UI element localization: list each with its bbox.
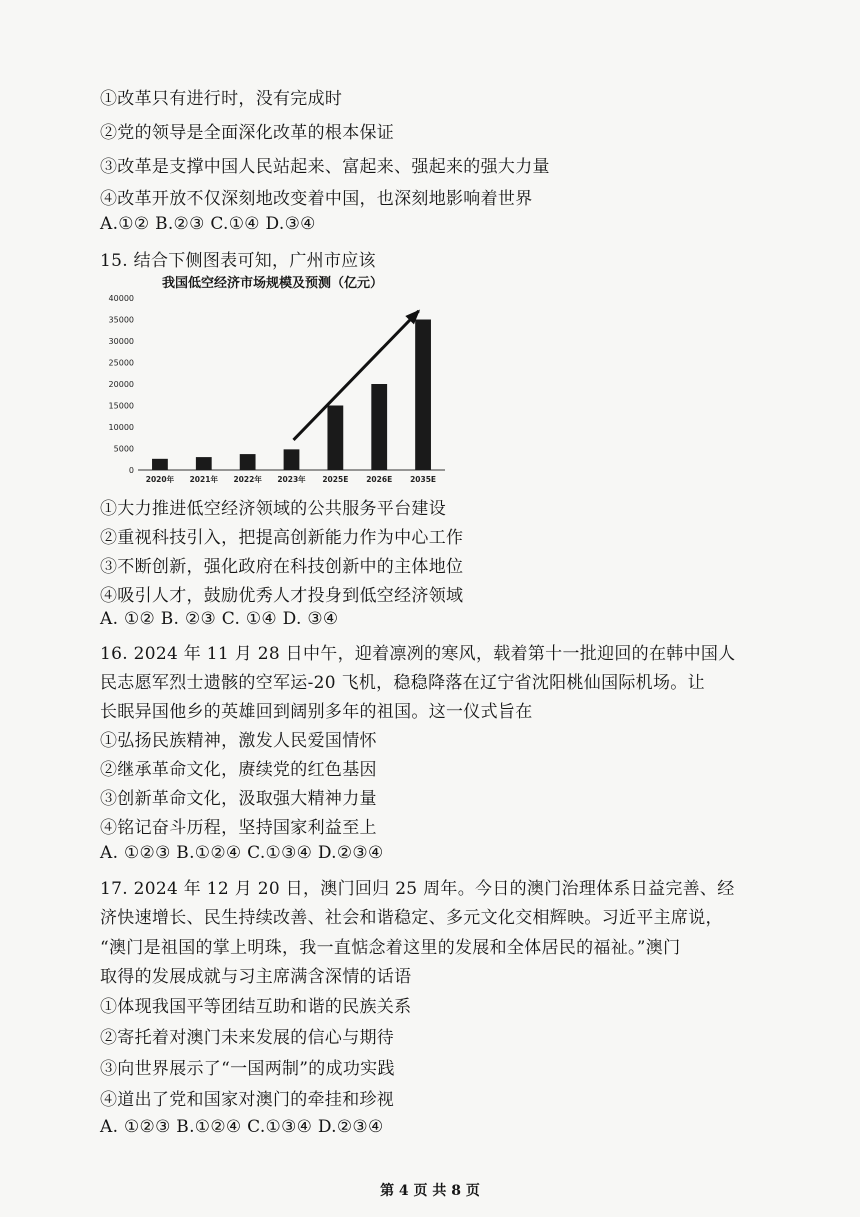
y-tick-label: 40000 xyxy=(108,294,134,303)
q16-stem-line-1: 16. 2024 年 11 月 28 日中午，迎着凛冽的寒风，载着第十一批迎回的在韩中国人 xyxy=(100,644,736,664)
q17-option-4: ④道出了党和国家对澳门的牵挂和珍视 xyxy=(100,1090,395,1110)
q15-answer-choices: A. ①② B. ②③ C. ①④ D. ③④ xyxy=(100,609,339,629)
chart-title: 我国低空经济市场规模及预测（亿元） xyxy=(162,276,384,291)
q16-option-3: ③创新革命文化，汲取强大精神力量 xyxy=(100,789,377,809)
q17-answer-choices: A. ①②③ B.①②④ C.①③④ D.②③④ xyxy=(100,1117,384,1137)
bar xyxy=(327,406,343,471)
q16-stem-line-3: 长眠异国他乡的英雄回到阔别多年的祖国。这一仪式旨在 xyxy=(100,702,533,722)
chart-canvas xyxy=(100,272,460,487)
q16-option-1: ①弘扬民族精神，激发人民爱国情怀 xyxy=(100,731,377,751)
q16-stem-line-2: 民志愿军烈士遗骸的空军运-20 飞机，稳稳降落在辽宁省沈阳桃仙国际机场。让 xyxy=(100,673,705,693)
q16-answer-choices: A. ①②③ B.①②④ C.①③④ D.②③④ xyxy=(100,843,384,863)
x-tick-label: 2020年 xyxy=(145,475,175,484)
q17-stem-line-1: 17. 2024 年 12 月 20 日，澳门回归 25 周年。今日的澳门治理体系日益完善、经 xyxy=(100,879,735,899)
x-tick-label: 2035E xyxy=(410,475,437,484)
q17-option-3: ③向世界展示了“一国两制”的成功实践 xyxy=(100,1059,395,1079)
q16-option-2: ②继承革命文化，赓续党的红色基因 xyxy=(100,760,377,780)
q17-stem-line-4: 取得的发展成就与习主席满含深情的话语 xyxy=(100,967,412,987)
bar xyxy=(415,320,431,471)
y-tick-label: 30000 xyxy=(108,337,134,346)
x-tick-label: 2021年 xyxy=(189,475,218,484)
q15-stem: 15. 结合下侧图表可知，广州市应该 xyxy=(100,251,376,271)
y-tick-label: 10000 xyxy=(108,423,134,432)
q14-option-3: ③改革是支撑中国人民站起来、富起来、强起来的强大力量 xyxy=(100,157,550,177)
bar xyxy=(196,457,212,470)
q14-answer-choices: A.①② B.②③ C.①④ D.③④ xyxy=(100,214,316,234)
q15-option-4: ④吸引人才，鼓励优秀人才投身到低空经济领域 xyxy=(100,586,464,606)
q17-stem-line-2: 济快速增长、民生持续改善、社会和谐稳定、多元文化交相辉映。习近平主席说， xyxy=(100,908,723,928)
market-size-chart xyxy=(100,272,460,487)
q17-stem-line-3: “澳门是祖国的掌上明珠，我一直惦念着这里的发展和全体居民的福祉。”澳门 xyxy=(100,938,681,958)
trend-arrow-shaft xyxy=(294,311,419,440)
q16-option-4: ④铭记奋斗历程，坚持国家利益至上 xyxy=(100,818,377,838)
y-tick-label: 35000 xyxy=(108,315,134,325)
y-tick-label: 5000 xyxy=(113,444,134,454)
y-tick-label: 15000 xyxy=(108,401,134,411)
y-tick-label: 25000 xyxy=(108,358,134,368)
y-tick-label: 20000 xyxy=(108,380,134,389)
y-tick-label: 0 xyxy=(128,466,134,475)
x-tick-label: 2022年 xyxy=(233,475,262,484)
x-tick-label: 2023年 xyxy=(277,475,306,484)
q14-option-4: ④改革开放不仅深刻地改变着中国，也深刻地影响着世界 xyxy=(100,189,533,209)
q17-option-1: ①体现我国平等团结互助和谐的民族关系 xyxy=(100,997,412,1017)
bar xyxy=(152,459,168,470)
q15-option-1: ①大力推进低空经济领域的公共服务平台建设 xyxy=(100,499,446,519)
page-footer: 第 4 页 共 8 页 xyxy=(380,1183,480,1199)
q14-option-2: ②党的领导是全面深化改革的根本保证 xyxy=(100,123,395,143)
q15-option-2: ②重视科技引入，把提高创新能力作为中心工作 xyxy=(100,528,464,548)
bar xyxy=(371,384,387,470)
x-tick-label: 2025E xyxy=(322,475,349,484)
bar xyxy=(284,449,300,470)
bar xyxy=(240,454,256,470)
q17-option-2: ②寄托着对澳门未来发展的信心与期待 xyxy=(100,1028,395,1048)
q14-option-1: ①改革只有进行时，没有完成时 xyxy=(100,89,343,109)
x-tick-label: 2026E xyxy=(366,475,393,484)
q15-option-3: ③不断创新，强化政府在科技创新中的主体地位 xyxy=(100,557,464,577)
